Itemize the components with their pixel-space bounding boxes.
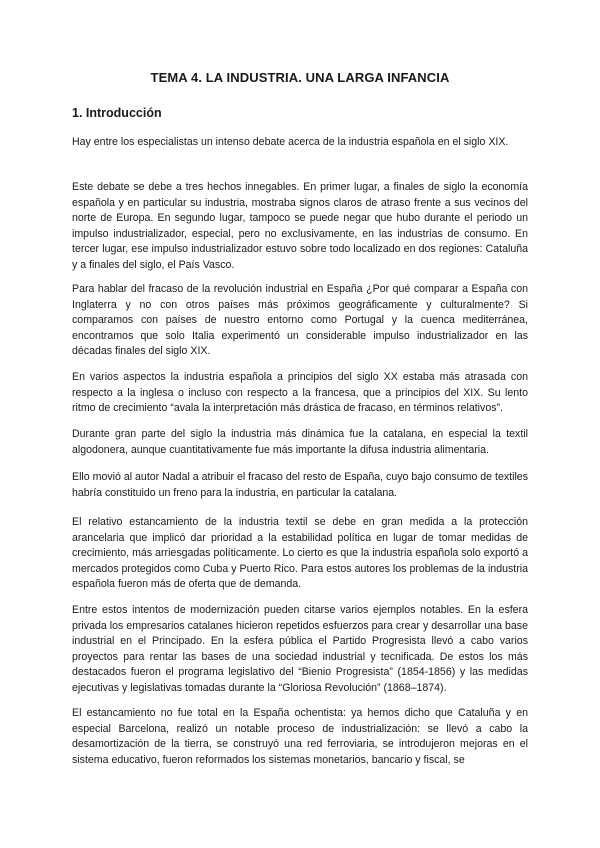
paragraph-catalana: Durante gran parte del siglo la industria más dinámica fue la catalana, en especial la textil algodonera, aunque cuantitativamente fue más importante la difusa industria alimentaria. — [72, 428, 528, 456]
paragraph-modernizacion: Entre estos intentos de modernización pueden citarse varios ejemplos notables. En la esfera privada los empresarios catalanes hicieron repetidos esfuerzos para crear y desarrollar una base industrial en el Principado. En la esfera pública el Partido Progresista llevó a cabo varios proyectos para rentar las bases de una sociedad industrial y tecnificada. De estos los más destacados fueron el programa legislativo del “Bienio Progresista” (1854-1856) y las medidas ejecutivas y legislativas tomadas durante la “Gloriosa Revolución” (1868–1874). — [72, 604, 528, 694]
paragraph-atraso: En varios aspectos la industria española a principios del siglo XX estaba más atrasada con respecto a la inglesa o incluso con respecto a la francesa, que a principios del XIX. Su lento ritmo de crecimiento “avala la interpretación más drástica de fracaso, en términos relativos”. — [72, 371, 528, 415]
paragraph-ochentista: El estancamiento no fue total en la España ochentista: ya hemos dicho que Cataluña y en especial Barcelona, realizó un notable proceso de industrialización: se llevó a cabo la desamortización de la tierra, se construyó una red ferroviaria, se introdujeron mejoras en el sistema educativo, fueron reformados los sistemas monetarios, bancario y fiscal, se — [72, 707, 528, 766]
paragraph-estancamiento-textil: El relativo estancamiento de la industria textil se debe en gran medida a la protección arancelaria que implicó dar prioridad a la estabilidad política en lugar de tomar medidas de crecimiento, más arriesgadas políticamente. Lo cierto es que la industria española solo exportó a mercados protegidos como Cuba y Puerto Rico. Para estos autores los problemas de la industria española fueron más de oferta que de demanda. — [72, 516, 528, 591]
paragraph-intro: Hay entre los especialistas un intenso debate acerca de la industria española en el siglo XIX. — [72, 136, 509, 148]
paragraph-comparison: Para hablar del fracaso de la revolución industrial en España ¿Por qué comparar a España con Inglaterra y no con otros países más próximos geográficamente y culturalmente? Si comparamos con países de nuestro entorno como Portugal y la cuenca mediterránea, encontramos que solo Italia experimentó un considerable impulso industrializador en las décadas finales del siglo XIX. — [72, 283, 528, 358]
section-heading: 1. Introducción — [72, 106, 162, 120]
paragraph-nadal: Ello movió al autor Nadal a atribuir el fracaso del resto de España, cuyo bajo consumo de textiles habría constituido un freno para la industria, en particular la catalana. — [72, 471, 528, 499]
paragraph-debate: Este debate se debe a tres hechos innegables. En primer lugar, a finales de siglo la economía española y en particular su industria, mostraba signos claros de atraso frente a sus vecinos del norte de Europa. En segundo lugar, tampoco se puede negar que hubo durante el periodo un impulso industrializador, especial, pero no exclusivamente, en las industrias de consumo. En tercer lugar, ese impulso industrializador estuvo sobre todo localizado en dos regiones: Cataluña y a finales del siglo, el País Vasco. — [72, 181, 528, 271]
document-title: TEMA 4. LA INDUSTRIA. UNA LARGA INFANCIA — [150, 70, 450, 85]
